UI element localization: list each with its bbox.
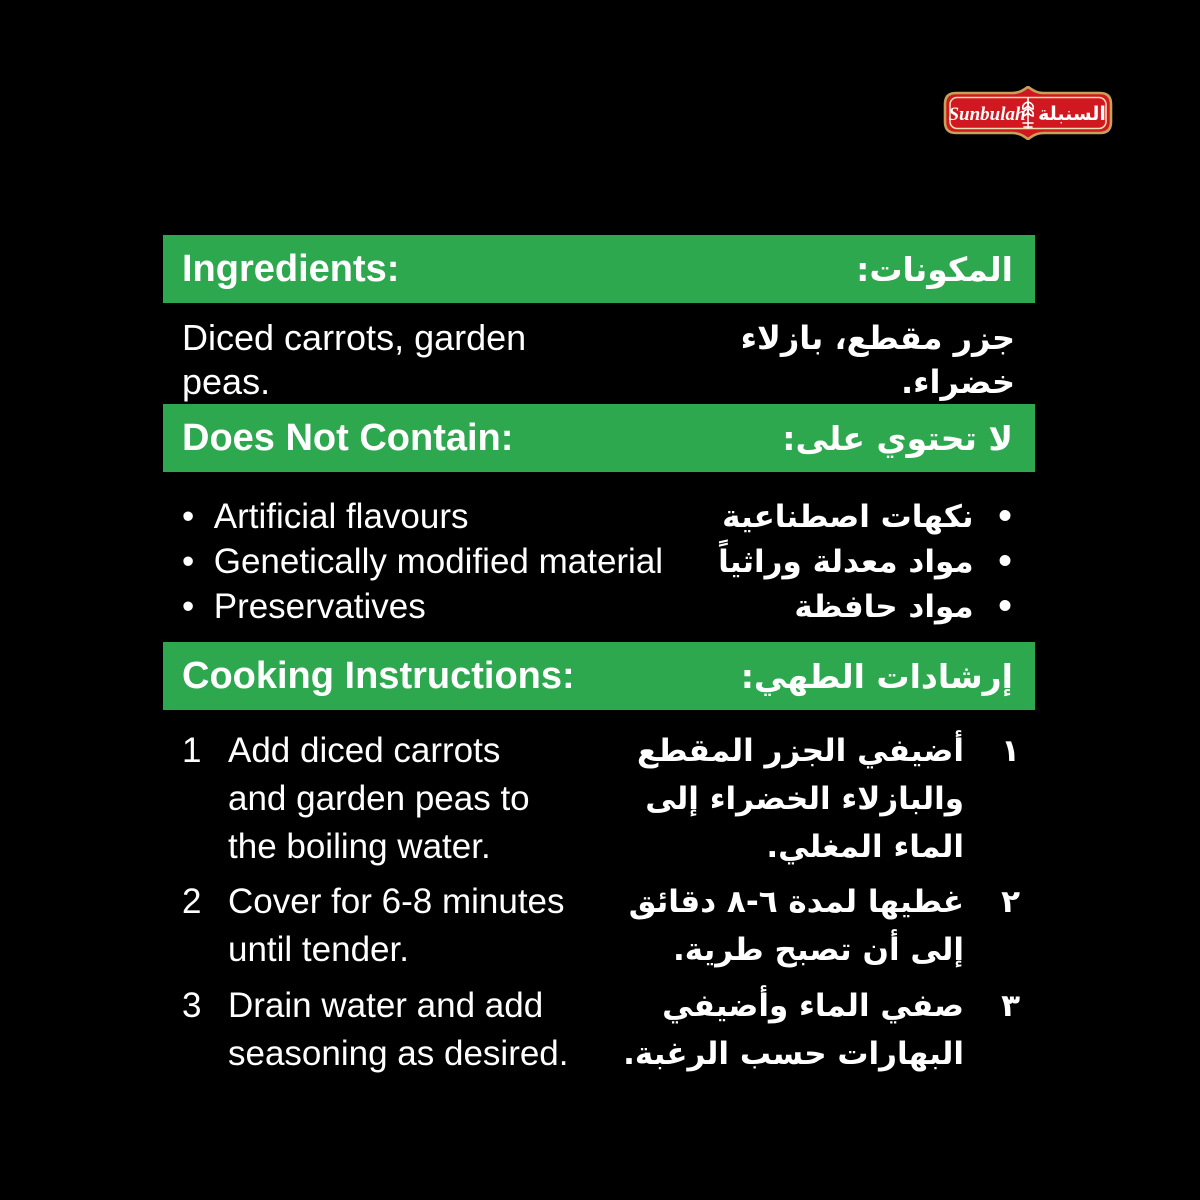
bullet-icon: • xyxy=(995,498,1015,535)
step-text-en: Drain water and add seasoning as desired. xyxy=(228,986,569,1073)
bullet-icon: • xyxy=(995,543,1015,580)
list-item-en: • Genetically modified material xyxy=(182,541,664,581)
cooking-step-3 xyxy=(182,982,1020,1078)
step-en xyxy=(182,727,530,871)
bullet-icon: • xyxy=(182,541,195,581)
step-text-ar: غطيها لمدة ٦-٨ دقائق إلى أن تصبح طرية. xyxy=(628,884,964,968)
list-item xyxy=(182,584,1015,629)
brand-logo-badge xyxy=(943,86,1113,140)
step-text-ar: صفي الماء وأضيفي البهارات حسب الرغبة. xyxy=(623,988,964,1072)
step-number-en: 3 xyxy=(182,986,202,1025)
list-item-ar: • نكهات اصطناعية xyxy=(722,498,1015,535)
list-item-en: • Artificial flavours xyxy=(182,496,469,536)
list-item xyxy=(182,539,1015,584)
does-not-contain-header-en: Does Not Contain: xyxy=(182,416,514,459)
ingredients-body-ar: جزر مقطع، بازلاء خضراء. xyxy=(740,319,1015,401)
step-ar xyxy=(623,982,1020,1078)
cooking-header-ar: إرشادات الطهي: xyxy=(740,656,1013,696)
brand-name-arabic: السنبلة xyxy=(1038,103,1106,125)
cooking-header-bar xyxy=(163,642,1035,710)
list-item xyxy=(182,494,1015,539)
bullet-icon: • xyxy=(182,586,195,626)
cooking-step-2 xyxy=(182,878,1020,974)
step-text-en: Add diced carrots and garden peas to the boiling water. xyxy=(228,731,530,866)
step-number-ar: ٣ xyxy=(1001,988,1020,1024)
step-number-ar: ١ xyxy=(1001,733,1020,769)
step-number-en: 1 xyxy=(182,731,202,770)
ingredients-header-ar: المكونات: xyxy=(856,249,1013,289)
cooking-header-en: Cooking Instructions: xyxy=(182,654,575,697)
step-ar xyxy=(629,878,1020,974)
brand-name-latin: Sunbulah xyxy=(948,104,1026,125)
list-item-ar: • مواد معدلة وراثياً xyxy=(718,543,1015,580)
does-not-contain-header-bar xyxy=(163,404,1035,472)
cooking-step-1 xyxy=(182,727,1020,871)
step-text-en: Cover for 6-8 minutes until tender. xyxy=(228,882,565,969)
bullet-icon: • xyxy=(182,496,195,536)
step-en xyxy=(182,982,569,1078)
does-not-contain-list xyxy=(182,494,1015,629)
step-number-ar: ٢ xyxy=(1001,884,1020,920)
ingredients-body-en: Diced carrots, garden peas. xyxy=(182,317,527,402)
ingredients-header-bar xyxy=(163,235,1035,303)
ingredients-body-row xyxy=(182,316,1015,404)
list-item-en: • Preservatives xyxy=(182,586,426,626)
brand-badge-shape xyxy=(943,86,1113,140)
bullet-icon: • xyxy=(995,588,1015,625)
ingredients-header-en: Ingredients: xyxy=(182,247,400,290)
list-item-ar: • مواد حافظة xyxy=(794,588,1015,625)
step-text-ar: أضيفي الجزر المقطع والبازلاء الخضراء إلى الماء المغلي. xyxy=(637,733,964,865)
step-en xyxy=(182,878,565,974)
does-not-contain-header-ar: لا تحتوي على: xyxy=(782,418,1013,458)
step-ar xyxy=(637,727,1020,871)
step-number-en: 2 xyxy=(182,882,202,921)
